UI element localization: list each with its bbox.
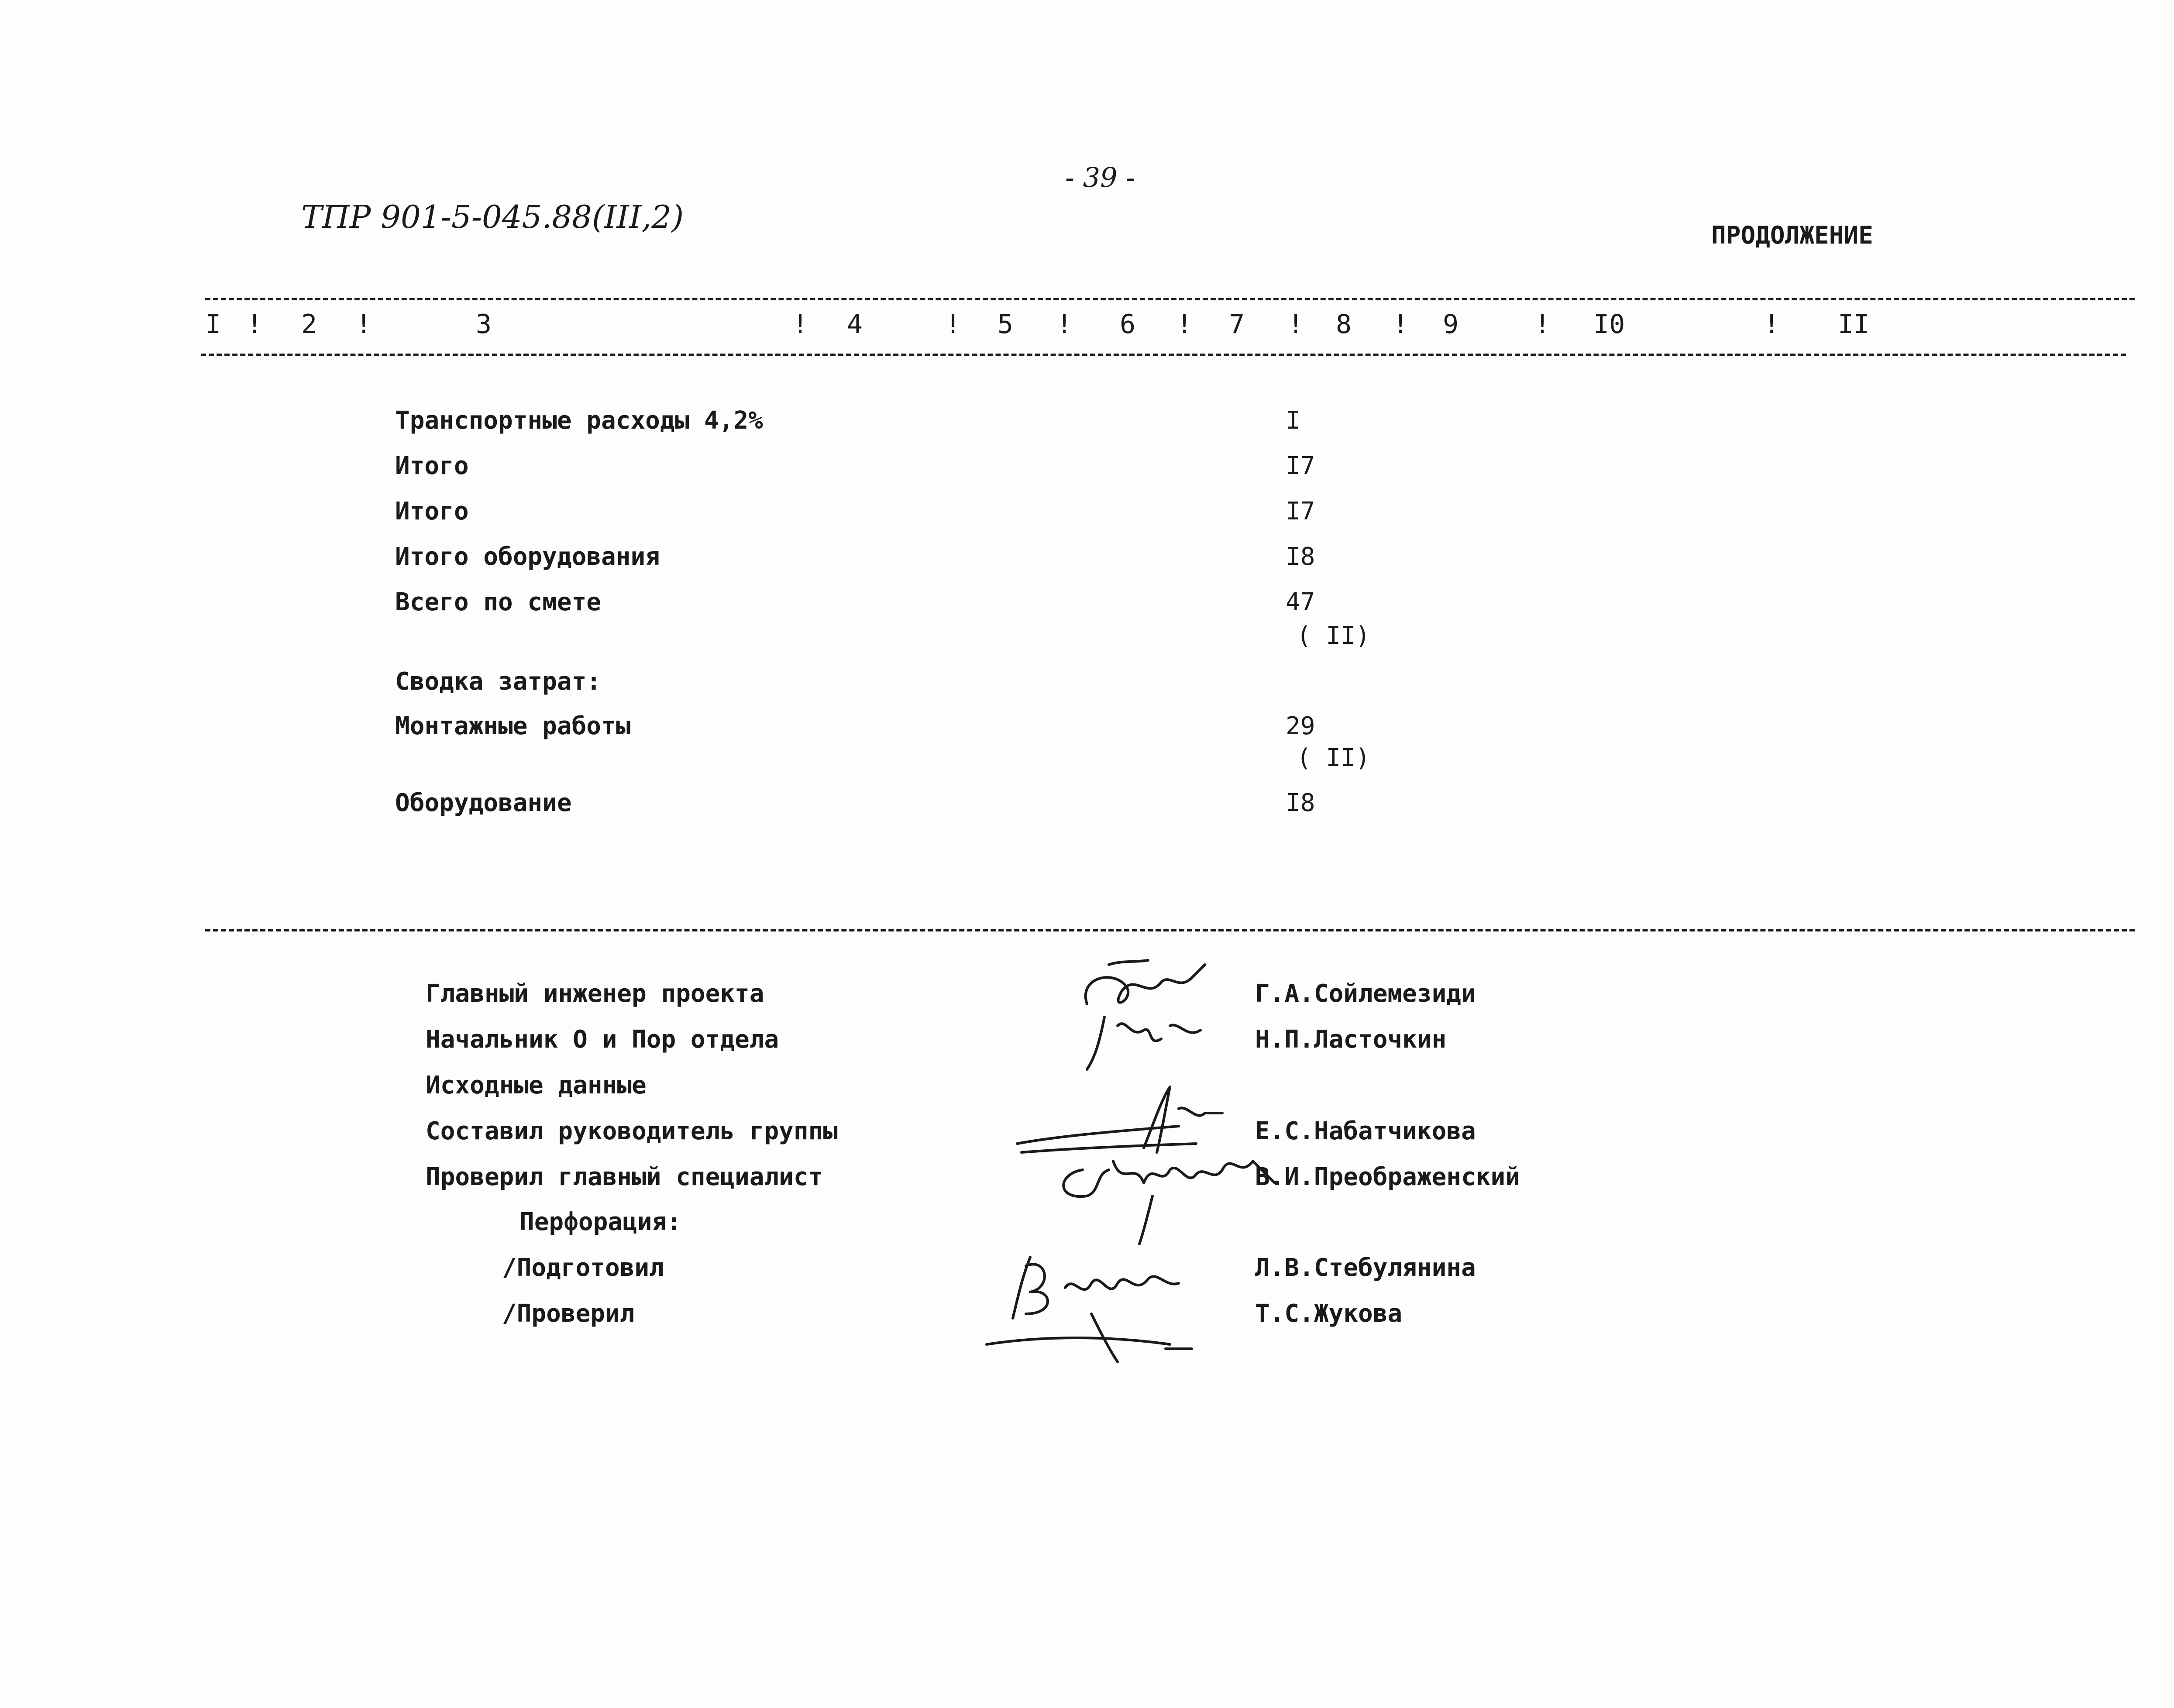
row-value: 29 [1286,712,1315,740]
continuation-label: ПРОДОЛЖЕНИЕ [1711,221,1873,250]
signature-role: Перфорация: [519,1208,681,1236]
signature-role: /Подготовил [502,1254,664,1282]
row-value: I7 [1286,497,1315,526]
header-bottom-rule [201,354,2126,356]
row-note: ( II) [1297,622,1370,650]
column-header: 8 [1336,309,1352,340]
column-header: 9 [1443,309,1459,340]
column-header: I0 [1593,309,1625,340]
column-separator: ! [1176,309,1193,340]
row-label: Итого [395,452,469,480]
signature-role: Проверил главный специалист [426,1163,823,1191]
column-separator: ! [1393,309,1409,340]
row-value: 47 [1286,588,1315,616]
column-header: II [1838,309,1870,340]
signature-name: Г.А.Сойлемезиди [1255,979,1476,1008]
column-header: 5 [998,309,1014,340]
signature-name: Л.В.Стебулянина [1255,1254,1476,1282]
document-code: ТПР 901-5-045.88(III,2) [301,199,684,235]
row-label: Оборудование [395,789,572,817]
signature-role: Составил руководитель группы [426,1117,838,1145]
signature-name: В.И.Преображенский [1255,1163,1520,1191]
signature-role: Главный инженер проекта [426,979,764,1008]
header-top-rule [205,298,2135,300]
column-separator: ! [1764,309,1780,340]
column-separator: ! [945,309,961,340]
column-header: 7 [1229,309,1245,340]
row-label: Всего по смете [395,588,602,616]
row-label: Итого оборудования [395,543,660,571]
column-separator: ! [1056,309,1073,340]
row-value: I8 [1286,543,1315,571]
column-header: 6 [1120,309,1136,340]
page-number: - 39 - [1065,162,1135,193]
row-value: I8 [1286,789,1315,817]
signature-scribble-perforation [978,1240,1214,1366]
signature-name: Н.П.Ласточкин [1255,1025,1447,1054]
signature-role: /Проверил [502,1299,635,1328]
row-label: Транспортные расходы 4,2% [395,406,763,435]
signature-name: Е.С.Набатчикова [1255,1117,1476,1145]
row-value: I7 [1286,452,1315,480]
column-header: 4 [847,309,863,340]
column-separator: ! [247,309,263,340]
row-value: I [1286,406,1300,435]
row-label: Итого [395,497,469,526]
footer-rule [205,929,2135,931]
signature-role: Начальник О и Пор отдела [426,1025,779,1054]
signature-scribble-chief-specialist [1048,1135,1283,1248]
signature-name: Т.С.Жукова [1255,1299,1403,1328]
signature-scribble-chief-engineer [1061,952,1227,1074]
signature-role: Исходные данные [426,1071,647,1100]
column-separator: ! [1534,309,1551,340]
column-separator: ! [1288,309,1304,340]
column-header: 2 [301,309,317,340]
row-note: ( II) [1297,744,1370,772]
column-separator: ! [792,309,808,340]
row-label: Сводка затрат: [395,667,602,696]
column-separator: ! [356,309,372,340]
row-label: Монтажные работы [395,712,631,740]
column-header: 3 [476,309,492,340]
column-header: I [205,309,221,340]
